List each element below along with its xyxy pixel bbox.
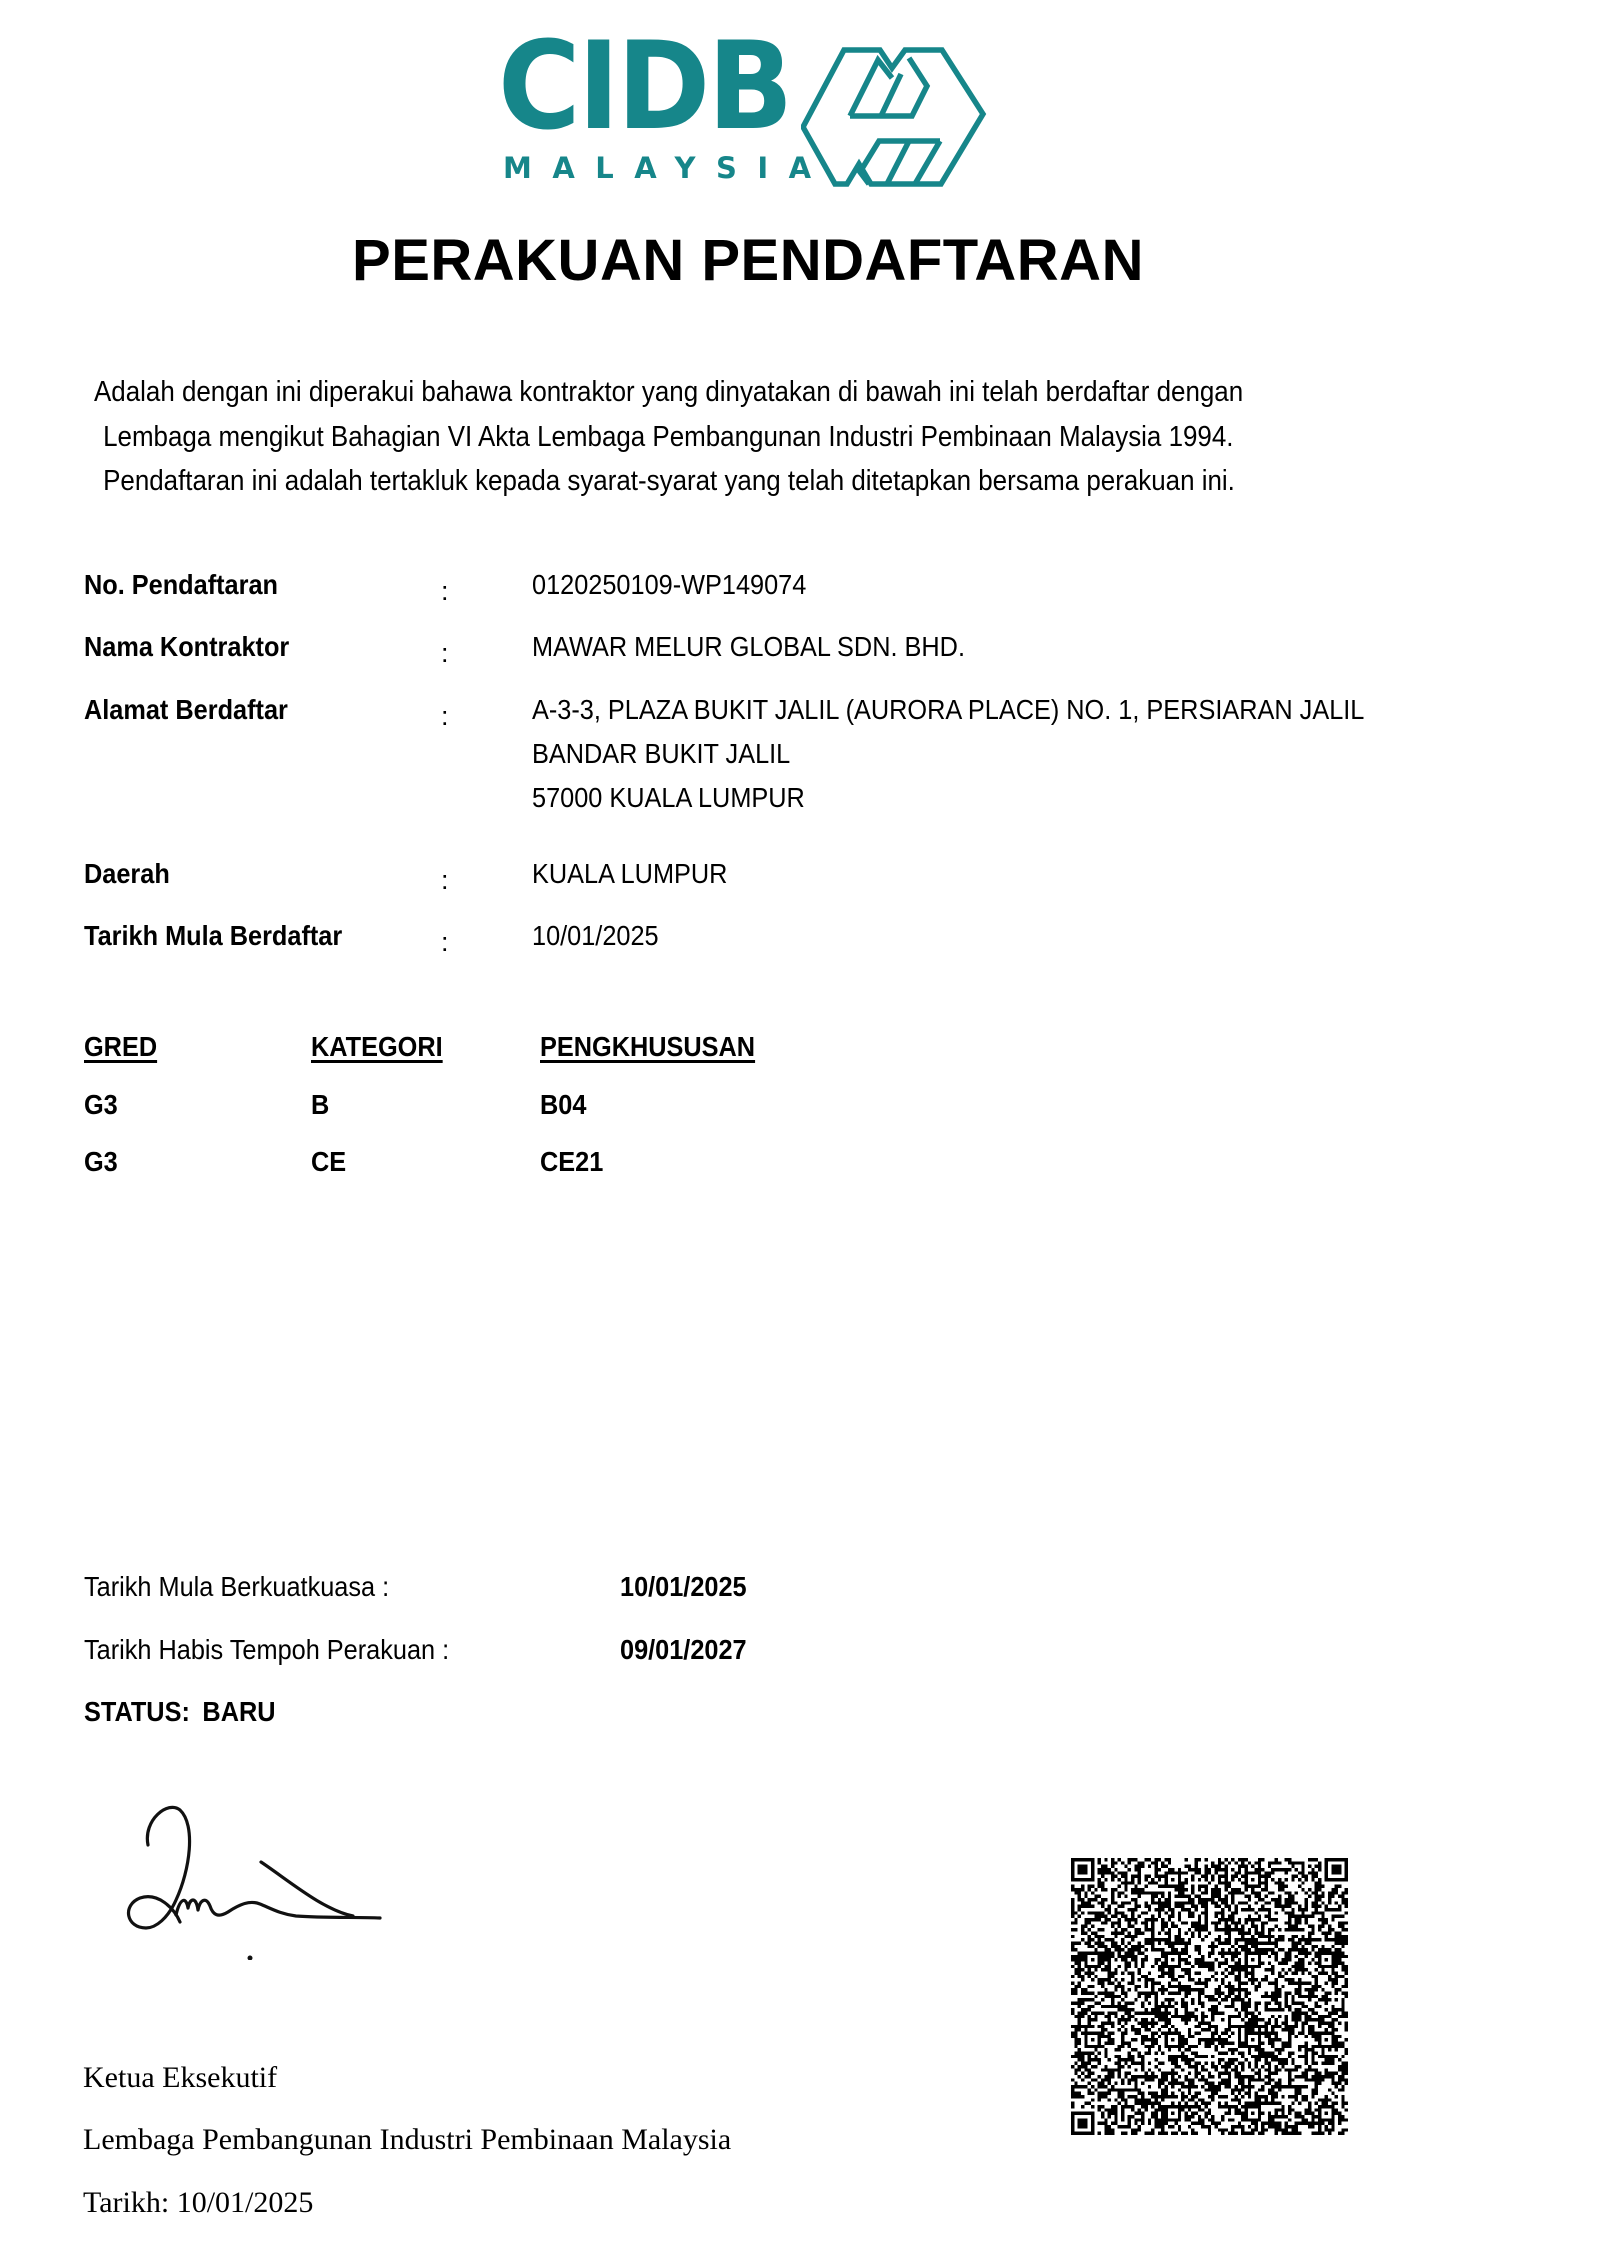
column-header-grade: GRED <box>84 1031 158 1062</box>
registration-start-value: 10/01/2025 <box>532 920 659 951</box>
contractor-name-label: Nama Kontraktor <box>84 631 290 662</box>
status-line <box>84 1698 276 1726</box>
expiry-date-value: 09/01/2027 <box>620 1634 747 1665</box>
address-label: Alamat Berdaftar <box>84 694 288 725</box>
address-line-2: BANDAR BUKIT JALIL <box>532 738 791 769</box>
field-separator: : <box>441 576 449 606</box>
effective-date-value: 10/01/2025 <box>620 1571 747 1602</box>
status-label: STATUS: <box>84 1696 190 1727</box>
column-header-category: KATEGORI <box>311 1031 443 1062</box>
logo-wordmark: CIDB <box>498 16 791 157</box>
intro-line: Pendaftaran ini adalah tertakluk kepada syarat-syarat yang telah ditetapkan bersama perakuan ini. <box>103 465 1235 497</box>
column-header-specialization: PENGKHUSUSAN <box>540 1031 756 1062</box>
category-cell: CE <box>311 1146 347 1177</box>
category-cell: B <box>311 1089 330 1120</box>
document-title: PERAKUAN PENDAFTARAN <box>352 228 1144 293</box>
intro-line: Lembaga mengikut Bahagian VI Akta Lembaga Pembangunan Industri Pembinaan Malaysia 1994. <box>103 420 1234 453</box>
cidb-emblem-icon <box>801 46 987 188</box>
signature-image <box>118 1800 398 1960</box>
district-value: KUALA LUMPUR <box>532 858 728 889</box>
signatory-title: Ketua Eksekutif <box>83 2061 278 2094</box>
logo-subtitle: MALAYSIA <box>503 151 832 185</box>
expiry-date-label: Tarikh Habis Tempoh Perakuan : <box>84 1634 450 1665</box>
address-line-1: A-3-3, PLAZA BUKIT JALIL (AURORA PLACE) NO. 1, PERSIARAN JALIL <box>532 694 1365 725</box>
district-label: Daerah <box>84 858 170 889</box>
registration-no-value: 0120250109-WP149074 <box>532 569 807 600</box>
intro-paragraph <box>94 370 1386 504</box>
specialization-cell: B04 <box>540 1089 587 1120</box>
effective-date-label: Tarikh Mula Berkuatkuasa : <box>84 1571 390 1602</box>
registration-no-label: No. Pendaftaran <box>84 569 279 600</box>
specialization-cell: CE21 <box>540 1146 604 1177</box>
registration-start-label: Tarikh Mula Berdaftar <box>84 920 343 951</box>
grade-cell: G3 <box>84 1089 118 1120</box>
field-separator: : <box>441 638 449 668</box>
signatory-organization: Lembaga Pembangunan Industri Pembinaan Malaysia <box>83 2123 732 2156</box>
qr-code-icon <box>1071 1858 1348 2135</box>
address-line-3: 57000 KUALA LUMPUR <box>532 782 805 813</box>
signatory-date: Tarikh: 10/01/2025 <box>83 2186 314 2219</box>
status-badge: BARU <box>202 1696 276 1727</box>
field-separator: : <box>441 927 449 957</box>
contractor-name-value: MAWAR MELUR GLOBAL SDN. BHD. <box>532 631 965 662</box>
intro-line: Adalah dengan ini diperakui bahawa kontraktor yang dinyatakan di bawah ini telah berdaftar dengan <box>94 376 1244 408</box>
cidb-logo <box>498 16 998 190</box>
field-separator: : <box>441 865 449 895</box>
field-separator: : <box>441 701 449 731</box>
grade-cell: G3 <box>84 1146 118 1177</box>
